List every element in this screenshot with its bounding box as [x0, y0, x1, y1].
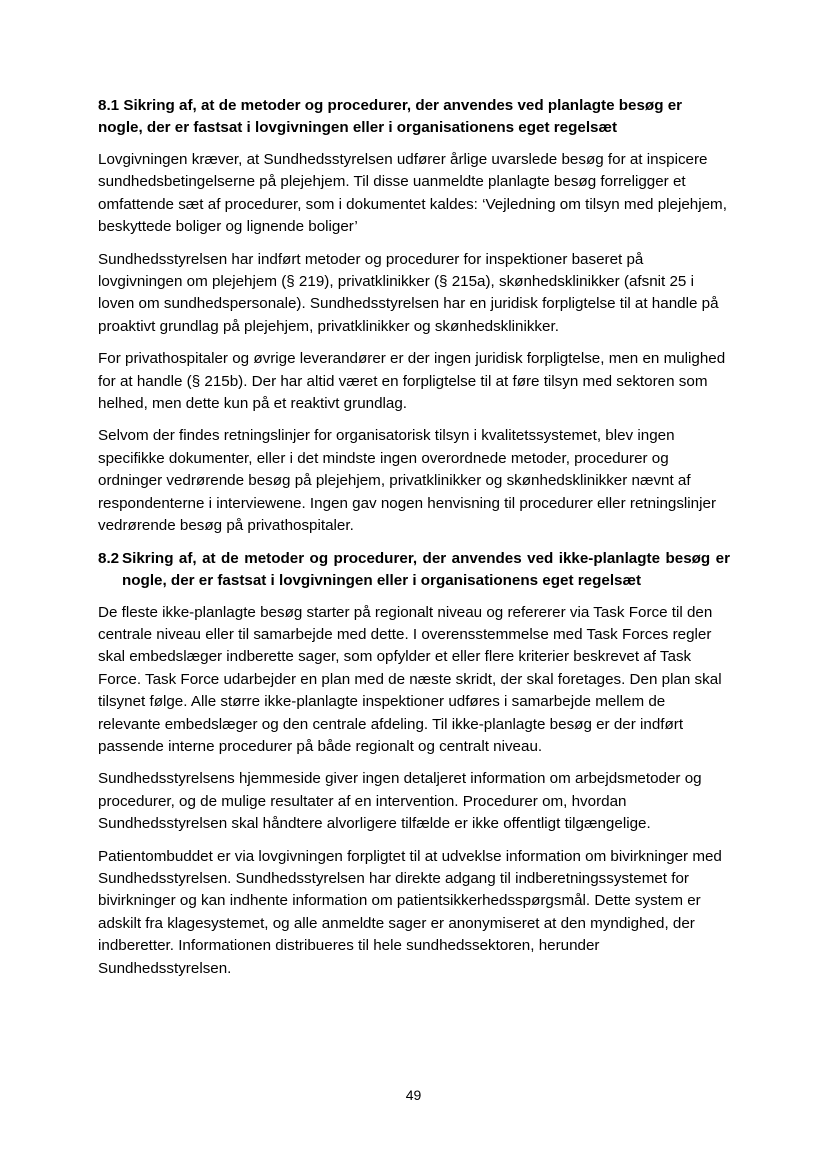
page-number: 49 [405, 1087, 422, 1103]
section-heading-text: Sikring af, at de metoder og procedurer, der anvendes ved ikke-planlagte besøg er nogle, der er fastsat i lovgivningen eller i organisationens eget regelsæt [122, 549, 730, 589]
paragraph: De fleste ikke-planlagte besøg starter på regionalt niveau og refererer via Task Force til den centrale niveau eller til samarbejde med dette. I overensstemmelse med Task Forces regler skal embedslæger indberette sager, som opfylder et eller flere kriterier beskrevet af Task Force. Task Force udarbejder en plan med de næste skridt, der skal foretages. Den plan skal tilsynet følge. Alle større ikke-planlagte inspektioner udføres i samarbejde mellem de relevante embedslæger og den centrale afdeling. Til ikke-planlagte besøg er der indført passende interne procedurer på både regionalt og centralt niveau. [98, 603, 722, 755]
paragraph: Selvom der findes retningslinjer for organisatorisk tilsyn i kvalitetssystemet, blev ingen specifikke dokumenter, eller i det mindste ingen overordnede metoder, procedurer og ordninger vedrørende besøg på plejehjem, privatklinikker og skønhedsklinikker nævnt af respondenterne i interviewene. Ingen gav nogen henvisning til procedurer eller retningslinjer vedrørende besøg på privathospitaler. [98, 427, 717, 535]
paragraph: For privathospitaler og øvrige leverandører er der ingen juridisk forpligtelse, men en mulighed for at handle (§ 215b). Der har altid været en forpligtelse til at føre tilsyn med sektoren som helhed, men dette kun på et reaktivt grundlag. [98, 350, 726, 413]
paragraph: Patientombuddet er via lovgivningen forpligtet til at udveklse information om bivirkninger med Sundhedsstyrelsen. Sundhedsstyrelsen har direkte adgang til indberetningssystemet for bivirkninger og kan indhente information om patientsikkerhedsspørgsmål. Dette system er adskilt fra klagesystemet, og alle anmeldte sager er anonymiseret at den myndighed, der indberetter. Informationen distribueres til hele sundhedssektoren, herunder Sundhedsstyrelsen. [98, 847, 722, 977]
section-heading-8-1: 8.1 Sikring af, at de metoder og procedurer, der anvendes ved planlagte besøg er nogle, der er fastsat i lovgivningen eller i organisationens eget regelsæt [98, 97, 683, 136]
paragraph: Lovgivningen kræver, at Sundhedsstyrelsen udfører årlige uvarslede besøg for at inspicere sundhedsbetingelserne på plejehjem. Til disse uanmeldte planlagte besøg forreligger et omfattende sæt af procedurer, som i dokumentet kaldes: ‘Vejledning om tilsyn med plejehjem, beskyttede boliger og lignende boliger’ [98, 151, 727, 236]
document-page [98, 95, 730, 990]
section-number: 8.2 [98, 549, 120, 567]
paragraph: Sundhedsstyrelsen har indført metoder og procedurer for inspektioner baseret på lovgivningen om plejehjem (§ 219), privatklinikker (§ 215a), skønhedsklinikker (afsnit 25 i loven om sundhedspersonale). Sundhedsstyrelsen har en juridisk forpligtelse til at handle på proaktivt grundlag på plejehjem, privatklinikker og skønhedsklinikker. [98, 250, 719, 335]
section-heading-8-2 [98, 548, 730, 592]
paragraph: Sundhedsstyrelsens hjemmeside giver ingen detaljeret information om arbejdsmetoder og procedurer, og de mulige resultater af en intervention. Procedurer om, hvordan Sundhedsstyrelsen skal håndtere alvorligere tilfælde er ikke offentligt tilgængelige. [98, 770, 702, 833]
